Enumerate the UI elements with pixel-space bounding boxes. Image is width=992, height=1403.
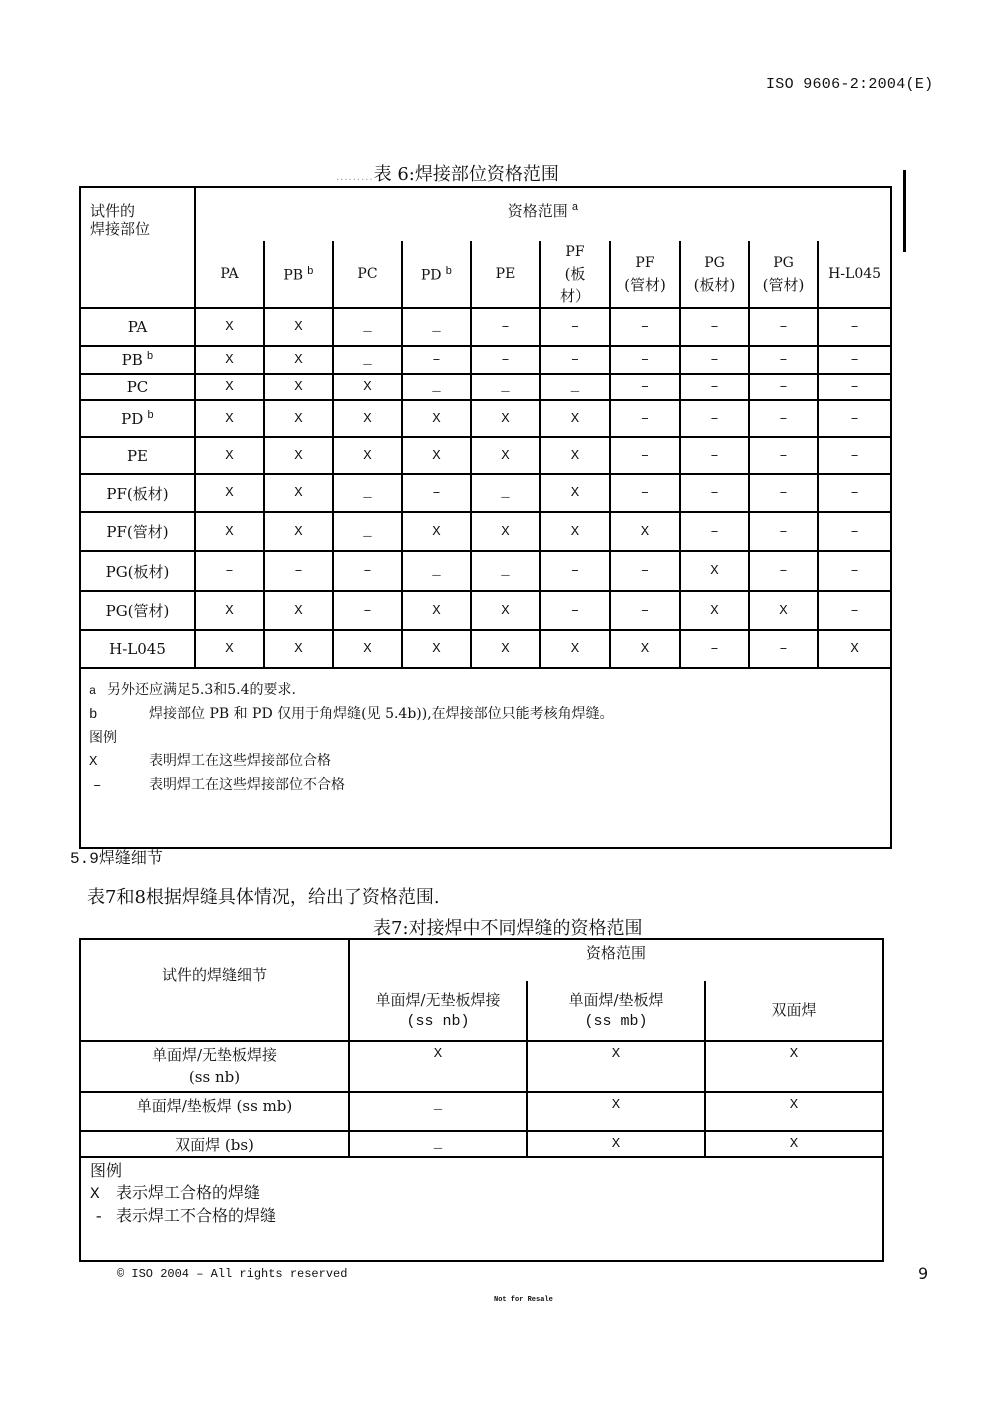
table6-column-header <box>610 241 680 308</box>
column-header-line: (板 <box>564 265 586 283</box>
corner-line1: 试件的 <box>90 202 136 220</box>
row-label: PE <box>126 446 149 465</box>
not-qualified-mark: _ <box>471 374 540 400</box>
footnote-ref-a: a <box>571 202 579 214</box>
qualified-mark: X <box>402 437 471 474</box>
qualified-mark: X <box>527 1092 705 1131</box>
section-number: 5.9 <box>70 850 99 868</box>
qualified-mark: X <box>540 437 610 474</box>
not-qualified-mark: _ <box>333 512 402 551</box>
qualified-mark: X <box>333 374 402 400</box>
table7-row-header <box>80 1041 349 1092</box>
legend-title: 图例 <box>90 1161 123 1180</box>
not-qualified-mark: – <box>680 474 749 512</box>
table6-column-header <box>680 241 749 308</box>
row-label-line: 单面焊/垫板焊 (ss mb) <box>136 1097 293 1115</box>
not-qualified-mark: – <box>610 591 680 630</box>
qualified-mark: X <box>264 374 333 400</box>
table6-row-header <box>80 551 195 591</box>
not-qualified-mark: – <box>749 474 818 512</box>
row-label: PG(管材) <box>105 602 170 620</box>
column-header-line: (板材) <box>693 276 736 294</box>
not-qualified-mark: – <box>195 551 264 591</box>
not-qualified-mark: _ <box>540 374 610 400</box>
column-header-line: 材） <box>559 287 590 305</box>
row-label: H-L045 <box>109 640 166 658</box>
not-qualified-mark: _ <box>349 1092 527 1131</box>
column-header-line <box>403 261 470 287</box>
qualified-mark: X <box>527 1131 705 1157</box>
row-label: PC <box>126 378 149 396</box>
table6-caption-text: 表 6:焊接部位资格范围 <box>373 164 559 185</box>
qualified-mark: X <box>333 630 402 668</box>
qualified-mark: X <box>402 630 471 668</box>
qualification-range-header <box>195 187 891 241</box>
qualified-mark: X <box>705 1041 883 1092</box>
row-label: PF(板材) <box>106 484 169 503</box>
qualified-mark: X <box>540 630 610 668</box>
row-label: PF(管材) <box>106 523 169 541</box>
table6-row-header <box>80 591 195 630</box>
not-qualified-mark: – <box>610 308 680 346</box>
table7-corner-header: 试件的焊缝细节 <box>80 939 349 1041</box>
qualified-mark: X <box>195 437 264 474</box>
qualified-mark: X <box>195 308 264 346</box>
table6-row <box>80 512 891 551</box>
qualified-mark: X <box>471 512 540 551</box>
not-qualified-mark: – <box>610 551 680 591</box>
not-qualified-mark: – <box>402 346 471 374</box>
table6-row <box>80 374 891 400</box>
section-paragraph: 表7和8根据焊缝具体情况，给出了资格范围. <box>87 887 440 908</box>
qualified-mark: X <box>195 630 264 668</box>
qualified-mark: X <box>195 474 264 512</box>
qualified-mark: X <box>195 346 264 374</box>
qualified-mark: X <box>471 400 540 437</box>
not-qualified-mark: – <box>540 591 610 630</box>
not-qualified-mark: _ <box>333 308 402 346</box>
table6-row-header <box>80 437 195 474</box>
column-header-line: PE <box>495 266 516 282</box>
copyright-notice: © ISO 2004 – All rights reserved <box>117 1267 348 1281</box>
document-code: ISO 9606-2:2004(E) <box>766 76 934 93</box>
table7-caption: 表7:对接焊中不同焊缝的资格范围 <box>373 918 643 939</box>
legend-dash-text: 表示焊工不合格的焊缝 <box>116 1206 277 1225</box>
column-header-line: (ss mb) <box>584 1012 648 1030</box>
column-header-line: PF <box>635 255 655 271</box>
qualified-mark: X <box>680 591 749 630</box>
not-qualified-mark: – <box>540 551 610 591</box>
footnote-b-key: b <box>89 707 98 723</box>
not-qualified-mark: _ <box>333 474 402 512</box>
span-header-text: 资格范围 <box>507 202 568 220</box>
qualified-mark: X <box>705 1092 883 1131</box>
legend-x-text: 表明焊工在这些焊接部位合格 <box>149 753 331 769</box>
not-qualified-mark: – <box>749 551 818 591</box>
column-header-line: PC <box>357 266 378 282</box>
row-label: PA <box>127 318 148 336</box>
not-qualified-mark: – <box>749 400 818 437</box>
not-for-resale-notice: Not for Resale <box>494 1296 553 1304</box>
row-label: PD <box>121 409 144 428</box>
not-qualified-mark: – <box>402 474 471 512</box>
legend-x <box>90 1182 882 1205</box>
not-qualified-mark: _ <box>402 308 471 346</box>
table6-row <box>80 630 891 668</box>
table7-range-header: 资格范围 <box>349 939 883 981</box>
footnote-b <box>89 703 890 727</box>
qualified-mark: X <box>471 591 540 630</box>
qualified-mark: X <box>527 1041 705 1092</box>
section-heading <box>70 845 163 868</box>
not-qualified-mark: – <box>818 346 891 374</box>
footnote-a <box>89 679 890 703</box>
qualified-mark: X <box>264 400 333 437</box>
footnote-ref: b <box>307 266 314 279</box>
section-title: 焊缝细节 <box>98 848 163 867</box>
not-qualified-mark: – <box>610 437 680 474</box>
row-label-line: 双面焊 (bs) <box>175 1136 254 1154</box>
row-label: PG(板材) <box>105 562 170 581</box>
qualified-mark: X <box>680 551 749 591</box>
not-qualified-mark: – <box>749 374 818 400</box>
qualified-mark: X <box>264 437 333 474</box>
table7-row <box>80 1092 883 1131</box>
qualified-mark: X <box>402 512 471 551</box>
table6-row-header <box>80 630 195 668</box>
not-qualified-mark: – <box>610 400 680 437</box>
qualified-mark: X <box>540 512 610 551</box>
not-qualified-mark: – <box>680 437 749 474</box>
column-header-line: (管材) <box>624 276 666 294</box>
legend-dash <box>89 774 890 798</box>
not-qualified-mark: – <box>818 374 891 400</box>
column-header-line: PF <box>565 244 585 260</box>
legend-dash-key: - <box>94 1208 104 1226</box>
table6-row-header <box>80 346 195 374</box>
table6-welding-positions <box>79 186 892 849</box>
qualified-mark: X <box>264 630 333 668</box>
table6-notes <box>80 668 891 848</box>
table6-column-header <box>195 241 264 308</box>
table7-notes <box>80 1157 883 1261</box>
table6-corner-header <box>80 187 195 308</box>
footnote-a-key: a <box>89 684 97 698</box>
not-qualified-mark: – <box>749 630 818 668</box>
not-qualified-mark: – <box>818 551 891 591</box>
column-header-label: PB <box>283 267 304 284</box>
not-qualified-mark: – <box>749 437 818 474</box>
column-header-line <box>265 261 332 287</box>
table7-weld-details <box>79 938 884 1262</box>
qualified-mark: X <box>610 512 680 551</box>
table7-row-header <box>80 1131 349 1157</box>
table6-column-header <box>749 241 818 308</box>
table6-row <box>80 551 891 591</box>
not-qualified-mark: – <box>264 551 333 591</box>
qualified-mark: X <box>540 400 610 437</box>
not-qualified-mark: – <box>540 346 610 374</box>
row-label-line: 单面焊/无垫板焊接 <box>151 1046 278 1064</box>
not-qualified-mark: – <box>680 374 749 400</box>
qualified-mark: X <box>818 630 891 668</box>
qualified-mark: X <box>195 400 264 437</box>
not-qualified-mark: – <box>749 346 818 374</box>
not-qualified-mark: – <box>680 512 749 551</box>
table6-column-header <box>264 241 333 308</box>
column-header-line: PG <box>773 255 794 271</box>
not-qualified-mark: _ <box>471 551 540 591</box>
table6-row <box>80 308 891 346</box>
not-qualified-mark: – <box>818 400 891 437</box>
not-qualified-mark: – <box>540 308 610 346</box>
qualified-mark: X <box>195 374 264 400</box>
legend-x-key: X <box>90 1185 100 1203</box>
not-qualified-mark: _ <box>349 1131 527 1157</box>
column-header-line: 双面焊 <box>771 1001 817 1019</box>
table6-column-header <box>402 241 471 308</box>
not-qualified-mark: – <box>818 512 891 551</box>
page-number: 9 <box>918 1264 929 1283</box>
not-qualified-mark: _ <box>333 346 402 374</box>
qualified-mark: X <box>471 630 540 668</box>
table6-row <box>80 437 891 474</box>
qualified-mark: X <box>264 591 333 630</box>
not-qualified-mark: – <box>680 630 749 668</box>
qualified-mark: X <box>333 437 402 474</box>
table6-row <box>80 474 891 512</box>
qualified-mark: X <box>471 437 540 474</box>
qualified-mark: X <box>264 308 333 346</box>
qualified-mark: X <box>195 512 264 551</box>
column-header-label: PD <box>420 267 442 284</box>
footnote-ref: b <box>147 409 154 422</box>
legend-dash-key: – <box>93 778 102 794</box>
legend-x-text: 表示焊工合格的焊缝 <box>116 1183 261 1202</box>
column-header-line: (ss nb) <box>406 1012 470 1030</box>
column-header-line: 单面焊/无垫板焊接 <box>375 990 501 1009</box>
not-qualified-mark: _ <box>402 374 471 400</box>
not-qualified-mark: _ <box>471 474 540 512</box>
qualified-mark: X <box>349 1041 527 1092</box>
legend-title: 图例 <box>89 730 117 746</box>
qualified-mark: X <box>749 591 818 630</box>
not-qualified-mark: – <box>610 346 680 374</box>
not-qualified-mark: – <box>333 551 402 591</box>
not-qualified-mark: – <box>818 591 891 630</box>
not-qualified-mark: – <box>818 437 891 474</box>
qualified-mark: X <box>402 591 471 630</box>
column-header-line: H-L045 <box>828 266 882 282</box>
qualified-mark: X <box>705 1131 883 1157</box>
not-qualified-mark: – <box>471 346 540 374</box>
table6-row-header <box>80 474 195 512</box>
not-qualified-mark: _ <box>402 551 471 591</box>
not-qualified-mark: – <box>818 308 891 346</box>
qualified-mark: X <box>402 400 471 437</box>
column-header-line: 单面焊/垫板焊 <box>568 990 664 1009</box>
legend-dash <box>90 1205 882 1228</box>
row-label-line: (ss nb) <box>188 1068 241 1086</box>
table6-row-header <box>80 308 195 346</box>
caption-leader-dots: ......... <box>336 172 374 183</box>
qualified-mark: X <box>195 591 264 630</box>
table6-column-header <box>818 241 891 308</box>
table6-caption <box>336 160 559 186</box>
not-qualified-mark: – <box>471 308 540 346</box>
qualified-mark: X <box>610 630 680 668</box>
table6-row <box>80 346 891 374</box>
table6-row-header <box>80 374 195 400</box>
not-qualified-mark: – <box>749 308 818 346</box>
footnote-a-text: 另外还应满足5.3和5.4的要求. <box>107 682 296 698</box>
not-qualified-mark: – <box>610 374 680 400</box>
not-qualified-mark: – <box>680 308 749 346</box>
table7-column-header <box>705 981 883 1041</box>
legend-x-key: X <box>89 754 98 770</box>
table6-row <box>80 400 891 437</box>
row-label: PB <box>121 351 143 369</box>
table6-row-header <box>80 400 195 437</box>
qualified-mark: X <box>540 474 610 512</box>
footnote-ref: b <box>146 351 154 363</box>
not-qualified-mark: – <box>680 400 749 437</box>
table7-column-header <box>527 981 705 1041</box>
table6-column-header <box>471 241 540 308</box>
table7-row <box>80 1131 883 1157</box>
table6-column-header <box>540 241 610 308</box>
legend-x <box>89 750 890 774</box>
legend-dash-text: 表明焊工在这些焊接部位不合格 <box>149 777 345 793</box>
not-qualified-mark: – <box>610 474 680 512</box>
not-qualified-mark: – <box>333 591 402 630</box>
revision-change-bar <box>903 170 906 252</box>
corner-line2: 焊接部位 <box>90 220 151 238</box>
table7-column-header <box>349 981 527 1041</box>
footnote-b-text: 焊接部位 PB 和 PD 仅用于角焊缝(见 5.4b)),在焊接部位只能考核角焊缝。 <box>149 706 614 722</box>
qualified-mark: X <box>264 512 333 551</box>
not-qualified-mark: – <box>749 512 818 551</box>
qualified-mark: X <box>264 346 333 374</box>
table6-row <box>80 591 891 630</box>
column-header-line: PG <box>704 255 725 271</box>
table6-row-header <box>80 512 195 551</box>
footnote-ref: b <box>445 266 453 279</box>
qualified-mark: X <box>264 474 333 512</box>
not-qualified-mark: – <box>680 346 749 374</box>
table6-column-header <box>333 241 402 308</box>
table7-row <box>80 1041 883 1092</box>
column-header-line: (管材) <box>762 276 805 294</box>
column-header-line: PA <box>220 266 239 282</box>
qualified-mark: X <box>333 400 402 437</box>
not-qualified-mark: – <box>818 474 891 512</box>
table7-row-header <box>80 1092 349 1131</box>
